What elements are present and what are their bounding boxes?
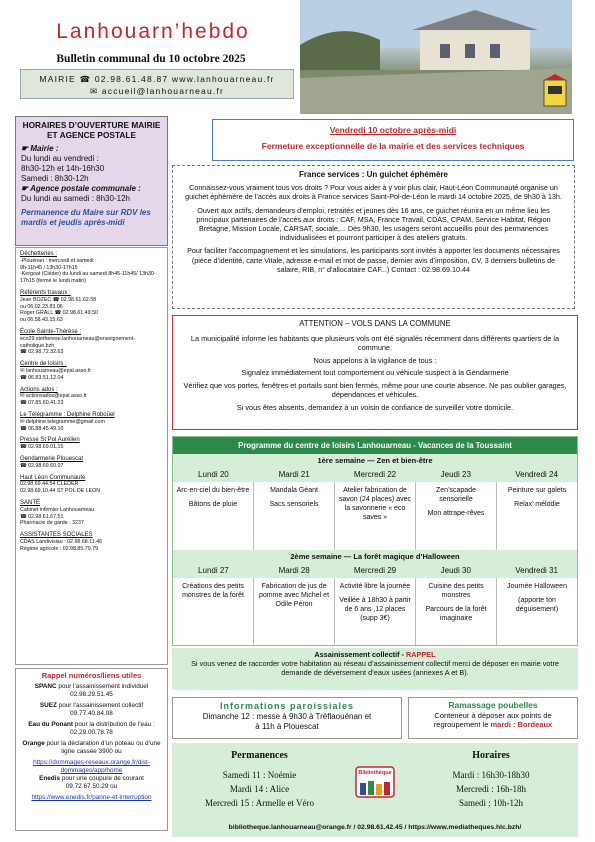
activity: Fabrication de jus de pomme avec Michel et Odile Péron (258, 583, 330, 608)
theft-warning-p5: Si vous êtes absents, demandez à un voisin de confiance de surveiller votre domicile. (236, 402, 514, 412)
contact-line: ☎ 02.98.61.67.51 (20, 513, 64, 520)
activity: Arc-en-ciel du bien-être (176, 487, 250, 494)
contact-line: 9h-11h45 / 13h30-17h15 (20, 264, 78, 271)
day-activities (416, 578, 497, 646)
theft-warning-p3: Signalez immédiatement tout comportement ou véhicule suspect à la Gendarmerie (241, 368, 509, 377)
service-name: SPANC (34, 683, 57, 690)
day-header: Lundi 27 (198, 566, 229, 575)
contact-line: eco29.stetherese.lanhouarneau@enseignement-catholique.bzh (20, 335, 135, 349)
useful-numbers-box (15, 668, 168, 831)
day-activities (497, 578, 577, 646)
useful-numbers-title: Rappel numéros/liens utiles (41, 671, 142, 680)
contact-line: ✉ delphine.telegramme@gmail.com (20, 418, 105, 425)
activity: Cuisine des petits monstres (428, 583, 484, 599)
sewage-title: Assainissement collectif - RAPPEL (314, 650, 436, 659)
agence-hours: Du lundi au samedi : 8h30-12h (21, 194, 130, 203)
town-hall-photo (300, 0, 572, 114)
library-hours-3: Samedi : 10h-12h (459, 798, 523, 808)
library-perm-3: Mercredi 15 : Armelle et Véro (204, 798, 315, 808)
day-header: Jeudi 23 (440, 470, 471, 479)
week-activities-row (173, 482, 577, 550)
theft-warning-title: ATTENTION – VOLS DANS LA COMMUNE (299, 319, 451, 328)
programme-title: Programme du centre de loisirs Lanhouarneau - Vacances de la Toussaint (173, 437, 577, 454)
useful-number-item (19, 702, 164, 718)
contact-line: ☎ 06.83.51.12.04 (20, 374, 64, 381)
france-services-article (172, 165, 575, 309)
contact-line: ☎ 02.98.72.32.63 (20, 349, 64, 356)
activity: Activité libre la journée (339, 583, 411, 590)
contact-section-title: SANTÉ (20, 499, 41, 506)
useful-number-item (19, 740, 164, 756)
contact-line: ou 06.02.23.83.06 (20, 303, 63, 310)
contact-section-title: Déchetteries : (20, 251, 58, 257)
library-permanences (172, 749, 347, 810)
contact-section-title: Presse St Pol Aurélien (20, 437, 80, 444)
contact-line: Roger GRALL ☎ 02.98.61.49.50 (20, 310, 98, 317)
contact-line: Pharmacie de garde : 3237 (20, 520, 84, 527)
day-header: Mercredi 22 (353, 470, 397, 479)
contact-section-title: Haut Léon Communauté (20, 474, 86, 481)
contact-section-title: Gendarmerie Plouescat (20, 455, 84, 462)
sewage-reminder (172, 648, 578, 690)
mairie-hours-1: Du lundi au vendredi : (21, 154, 99, 163)
mairie-hours-2: 8h30-12h et 14h-16h30 (21, 164, 105, 173)
activity: Bâtons de pluie (188, 501, 238, 508)
useful-link[interactable]: https://dommages-reseaux.orange.fr/dist-dommages/app/home (33, 759, 150, 774)
day-activities (335, 482, 416, 550)
library-hours-title: Horaires (472, 750, 510, 761)
activity: Veillée à 18h30 à partir de 6 ans ,12 places (supp 3€) (339, 597, 411, 622)
opening-hours-title: HORAIRES D’OUVERTURE MAIRIE ET AGENCE POSTALE (22, 120, 161, 140)
useful-number-item (19, 683, 164, 699)
service-name: SUEZ (39, 702, 57, 709)
contact-line: -Kergoat (Cléder) du lundi au samedi 8h45-11h45/ 13h30-17h15 (fermé le lundi matin) (20, 271, 156, 285)
agence-label: ☛ Agence postale communale : (21, 184, 141, 193)
week-title: 2ème semaine — La forêt magique d’Halloween (173, 550, 577, 564)
activity: Mandala Géant (270, 487, 318, 494)
contact-phone-web: MAIRIE ☎ 02.98.61.48.87 www.lanhouarneau.fr (39, 74, 275, 84)
day-activities (254, 482, 335, 550)
library-perm-title: Permanences (231, 750, 288, 761)
waste-collection-line1: Conteneur à déposer aux points de (434, 711, 552, 720)
parish-info-line2: à 11h à Plouescat (255, 722, 319, 731)
useful-link[interactable]: https://www.enedis.fr/panne-et-interruption (31, 794, 152, 801)
parish-info-title: Informations paroissiales (219, 701, 355, 711)
contact-line: Jean BOZEC ☎ 02.98.61.62.58 (20, 296, 97, 303)
library-badge-icon (350, 761, 400, 805)
useful-link-row (19, 794, 164, 802)
useful-link-row (19, 759, 164, 775)
library-perm-1: Samedi 11 : Noémie (222, 770, 297, 780)
france-services-p2: Ouvert aux actifs, demandeurs d’emploi, retraités et jeunes dès 16 ans, ce guichet réunira en un même lieu les principaux partenaires de l’accès aux droits : CAF, MSA, France Travail, CDAS, CPAM, Service Habitat, Région Bretagne, Mission Locale, CARSAT, sociale,... Dès 9h30, les usagers seront accueillis pour des permanences individualisées et pourront participer à des ateliers gratuits. (196, 205, 551, 243)
activity: Peinture sur galets (507, 487, 567, 494)
contact-line: ☎ 07.85.60.41.23 (20, 400, 64, 407)
library-contact[interactable]: bibliotheque.lanhouarneau@orange.fr / 02.98.61.42.45 / https://www.mediatheques.hlc.bzh/ (228, 824, 522, 831)
activity: Zen’scapade sensorielle (436, 487, 476, 503)
activity: Mon attrape-rêves (427, 510, 485, 517)
day-activities (173, 482, 254, 550)
library-hours (404, 749, 578, 810)
day-header: Mardi 28 (278, 566, 310, 575)
day-header: Vendredi 31 (515, 566, 558, 575)
parish-info-line1: Dimanche 12 : messe à 9h30 à Tréflaouénan et (202, 712, 372, 721)
town-hall-illustration (300, 0, 572, 114)
france-services-p3: Pour faciliter l’accompagnement et les simulations, les participants sont invités à apporter les documents nécessaires (pièce d’identité, carte Vitale, adresse e-mail et mot de passe, dernier avis d’imposition, CV, 3 derniers bulletins de salaire, RIB, n° d’allocataire CAF...) Contact : 02.98.69.10.44 (187, 246, 560, 274)
bulletin-title: Lanhouarn’hebdo (56, 20, 250, 43)
contact-section-title: Centre de loisirs : (20, 361, 67, 368)
theft-warning-article (172, 315, 578, 430)
closure-text: Fermeture exceptionnelle de la mairie et des services techniques (261, 141, 525, 151)
activity: Journée Halloween (507, 583, 567, 590)
contact-line: Régime agricole : 02.98.85.79.79 (20, 545, 99, 552)
contact-section-title: ASSISTANTES SOCIALES (20, 532, 93, 539)
week-title: 1ère semaine — Zen et bien-être (173, 454, 577, 468)
theft-warning-p2: Nous appelons à la vigilance de tous : (313, 355, 437, 365)
useful-contacts-list (15, 247, 168, 665)
library-perm-2: Mardi 14 : Alice (229, 784, 290, 794)
parish-info-box (172, 697, 402, 739)
service-name: Eau du Ponant (28, 721, 74, 728)
contact-line: 02.98.69.10.44 ST POL DE LEON (20, 488, 101, 495)
france-services-p1: Connaissez-vous vraiment tous vos droits ? Pour vous aider à y voir plus clair, Haut-Léon Communauté organise un guichet éphémère de l’accès aux droits à France services Saint-Pol-de-Léon le mardi 14 octobre 2025, de 9h30 à 13h. (185, 183, 562, 202)
activity: Relax’ mélodie (514, 501, 560, 508)
service-detail: pour la distribution de l’eau : 02.29.00.78.78 (70, 721, 155, 736)
contact-email[interactable]: ✉ accueil@lanhouarneau.fr (89, 86, 225, 96)
closure-date: Vendredi 10 octobre après-midi (329, 125, 457, 135)
theft-warning-p1: La municipalité informe les habitants que plusieurs vols ont été signalés récemment dans différents quartiers de la commune. (190, 333, 560, 352)
leisure-programme (172, 436, 578, 646)
sewage-text: Si vous venez de raccorder votre habitation au réseau d’assainissement collectif merci de déposer en mairie votre demande de déversement d’eaux usées (annexes A et B). (191, 659, 559, 677)
waste-collection-line2: regroupement le mardi : Bordeaux (433, 720, 553, 729)
day-activities (173, 578, 254, 646)
day-activities (254, 578, 335, 646)
contact-section-title: Actions ados : (20, 386, 58, 393)
day-header: Mardi 21 (278, 470, 310, 479)
contact-line: ✉ lanhouarneau@epal.asso.fr (20, 367, 92, 374)
contact-line: ☎ 02.98.69.60.07 (20, 462, 64, 469)
contact-line: Cabinet infirmier Lanhouarneau (20, 506, 95, 513)
waste-collection-box (408, 697, 578, 739)
service-detail: pour l’assainissement individuel 02.98.29.51.45 (58, 683, 149, 698)
activity: Parcours de la forêt imaginaire (425, 606, 487, 622)
contact-line: ☎ 06.88.45.49.10 (20, 425, 64, 432)
useful-number-item (19, 721, 164, 737)
contact-line: -Plouénan : mercredi et samedi : (20, 257, 97, 264)
library-badge-label: Bibliothèque (358, 770, 392, 776)
contact-section-title: École Sainte-Thérèse : (20, 328, 82, 335)
library-hours-2: Mercredi : 16h-18h (456, 784, 526, 794)
useful-number-item (19, 775, 164, 791)
service-name: Enedis (39, 775, 61, 782)
service-name: Orange (22, 740, 45, 747)
day-header: Vendredi 24 (515, 470, 558, 479)
contact-box (20, 69, 294, 99)
france-services-title: France services : Un guichet éphémère (299, 170, 448, 179)
library-box (172, 743, 578, 837)
mayor-permanence: Permanence du Maire sur RDV les mardis et jeudis après-midi (21, 208, 151, 227)
week-days-row (173, 468, 577, 482)
library-hours-1: Mardi : 16h30-18h30 (452, 770, 530, 780)
waste-collection-title: Ramassage poubelles (448, 700, 538, 710)
day-activities (497, 482, 577, 550)
contact-line: ☎ 02.98.69.01.15 (20, 444, 64, 451)
day-header: Mercredi 29 (353, 566, 397, 575)
day-activities (335, 578, 416, 646)
day-header: Jeudi 30 (440, 566, 471, 575)
contact-section-title: Le Télégramme : Delphine Roboüel (20, 411, 115, 418)
contact-line: CDAS Landivisiau : 02.98.68.11.46 (20, 538, 103, 545)
service-detail: pour l’assainissement collectif 09.77.40.84.08 (58, 702, 144, 717)
day-header: Lundi 20 (198, 470, 229, 479)
activity: Atelier fabrication de savon (24 places) avec la savonnerie « eco saves » (339, 487, 411, 521)
activity: Sacs sensoriels (269, 501, 319, 508)
bulletin-subtitle: Bulletin communal du 10 octobre 2025 (56, 53, 246, 65)
theft-warning-p4: Vérifiez que vos portes, fenêtres et portails sont bien fermés, même pour une courte absence. Ne pas oublier garages, dépendances et véhicules. (183, 380, 567, 399)
contact-line: ✉ actionsados@epal.asso.fr (20, 393, 87, 400)
town-crest-icon (544, 74, 566, 106)
contact-line: 02.98.69.44.54 CLEDER (20, 481, 79, 488)
contact-line: ou 06.58.43.15.63 (20, 317, 63, 324)
activity: Créations des petits monstres de la forêt (182, 583, 244, 599)
activity: (apporte ton déguisement) (515, 597, 559, 613)
service-detail: pour une coupure de courant 09.72.67.50.29 ou (61, 775, 144, 790)
mairie-label: ☛ Mairie : (21, 144, 59, 153)
closure-notice (212, 119, 574, 161)
opening-hours-box (15, 116, 168, 246)
week-days-row (173, 564, 577, 578)
mairie-hours-3: Samedi : 8h30-12h (21, 174, 89, 183)
contact-section-title: Référents travaux : (20, 289, 71, 296)
service-detail: pour la déclaration d’un poteau ou d’une ligne cassée 3900 ou (46, 740, 161, 755)
day-activities (416, 482, 497, 550)
week-activities-row (173, 578, 577, 646)
